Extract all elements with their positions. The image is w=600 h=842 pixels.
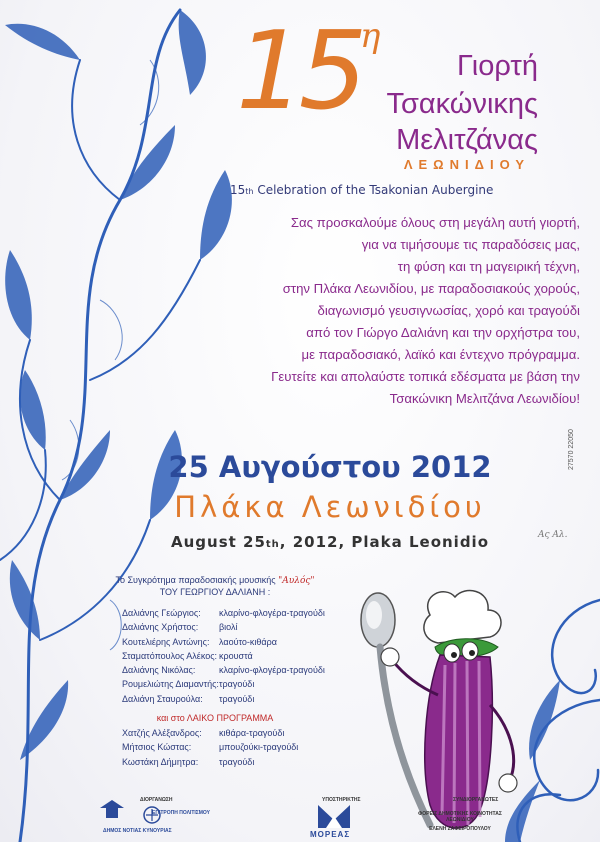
english-subtitle	[230, 183, 493, 197]
list-item	[122, 679, 362, 693]
co-organizer-2: ΕΛΕΝΗ ΖΑΦΕΙΡΟΠΟΥΛΟΥ	[429, 826, 491, 832]
intro-line: Σας προσκαλούμε όλους στη μεγάλη αυτή γιορτή,	[290, 215, 580, 230]
title-line-1: Γιορτή	[457, 50, 538, 82]
co-organizer-1: ΦΟΡΕΙΣ ΔΗΜΟΤΙΚΗΣ ΚΟΙΝΟΤΗΤΑΣ ΛΕΩΝΙΔΙΟΥ	[418, 811, 502, 823]
list-item	[122, 757, 362, 771]
english-subtitle-sup: th	[245, 187, 254, 196]
date-en-sup: th	[265, 539, 280, 550]
member-name: Κουτελιέρης Αντώνης:	[122, 636, 210, 647]
moreas-logo-icon	[318, 805, 350, 828]
event-place-greek: Πλάκα Λεωνιδίου	[174, 490, 486, 524]
member-role: βιολί	[219, 622, 238, 633]
list-item	[122, 637, 362, 651]
intro-paragraph	[200, 212, 580, 410]
list-item	[122, 665, 362, 679]
member-name: Μήτσιος Κώστας:	[122, 742, 192, 753]
date-en-pre: August 25	[170, 533, 266, 551]
co-organizers-label: ΣΥΝΔΙΟΡΓΑΝΩΤΕΣ	[453, 797, 499, 803]
member-role: κλαρίνο-φλογέρα-τραγούδι	[219, 665, 325, 676]
band-members	[122, 608, 362, 708]
dimos-logo-icon	[100, 800, 124, 818]
date-en-post: , 2012, Plaka Leonidio	[279, 533, 490, 551]
member-role: τραγούδι	[219, 693, 255, 704]
list-item	[122, 694, 362, 708]
title-location: ΛΕΩΝΙΔΙΟΥ	[403, 157, 530, 172]
laiko-heading: και στο ΛΑΙΚΟ ΠΡΟΓΡΑΜΜΑ	[156, 713, 274, 723]
member-role: κρουστά	[219, 650, 253, 661]
english-subtitle-num: 15	[230, 183, 246, 197]
intro-line: για να τιμήσουμε τις παραδόσεις μας,	[361, 237, 580, 252]
designer-signature: Ας Αλ.	[538, 530, 568, 540]
intro-line: διαγωνισμό γευσιγνωσίας, χορό και τραγούδι	[317, 303, 580, 318]
member-name: Δαλιάνης Χρήστος:	[122, 622, 199, 633]
event-date-english	[120, 533, 540, 551]
list-item	[122, 622, 362, 636]
band-heading-text: Το Συγκρότημα παραδοσιακής μουσικής	[115, 575, 276, 585]
intro-line: από τον Γιώργο Δαλιάνη και την ορχήστρα του,	[306, 325, 580, 340]
intro-line: τη φύση και τη μαγειρική τέχνη,	[397, 259, 580, 274]
organizers-label: ΔΙΟΡΓΑΝΩΣΗ	[140, 797, 173, 803]
intro-line: στην Πλάκα Λεωνιδίου, με παραδοσιακούς χορούς,	[282, 281, 580, 296]
mascot	[361, 591, 517, 829]
event-number: 15	[236, 9, 362, 134]
member-role: κιθάρα-τραγούδι	[219, 728, 285, 738]
member-name: Δαλιάνης Νικόλας:	[122, 665, 196, 676]
sponsor-label: ΥΠΟΣΤΗΡΙΚΤΗΣ	[322, 797, 361, 803]
phone-number: 27570 22050	[568, 429, 575, 470]
member-role: λαούτο-κιθάρα	[219, 636, 277, 647]
list-item	[122, 742, 362, 756]
member-name: Δαλιάνη Σταυρούλα:	[122, 693, 203, 704]
member-role: τραγούδι	[219, 679, 255, 690]
title-line-3: Μελιτζάνας	[396, 124, 538, 156]
english-subtitle-text: Celebration of the Tsakonian Aubergine	[253, 183, 494, 197]
member-name: Κωστάκη Δήμητρα:	[122, 756, 199, 767]
intro-line: με παραδοσιακό, λαϊκό και έντεχνο πρόγραμμα.	[301, 347, 580, 362]
list-item	[122, 608, 362, 622]
member-name: Χατζής Αλέξανδρος:	[122, 728, 202, 738]
member-name: Ρουμελιώτης Διαμαντής:	[122, 679, 219, 690]
gt-logo-text: ΕΠΙΤΡΟΠΗ ΠΟΛΙΤΙΣΜΟΥ	[152, 810, 211, 816]
member-name: Σταματόπουλος Αλέκος:	[122, 650, 218, 661]
moreas-logo-text: ΜΟΡΕΑΣ	[310, 830, 351, 839]
band-name: "Αυλός"	[278, 576, 315, 586]
dimos-logo-text: ΔΗΜΟΣ ΝΟΤΙΑΣ ΚΥΝΟΥΡΙΑΣ	[103, 828, 172, 834]
intro-line: Τσακώνικη Μελιτζάνα Λεωνιδίου!	[389, 391, 580, 406]
list-item	[122, 728, 362, 742]
band-heading	[110, 575, 320, 586]
event-date-greek: 25 Αυγούστου 2012	[168, 450, 492, 484]
member-role: τραγούδι	[219, 756, 255, 767]
member-role: κλαρίνο-φλογέρα-τραγούδι	[219, 608, 325, 618]
laiko-members	[122, 728, 362, 771]
event-number-suffix: η	[360, 16, 381, 56]
member-role: μπουζούκι-τραγούδι	[219, 742, 299, 753]
intro-line: Γευτείτε και απολαύστε τοπικά εδέσματα με βάση την	[271, 369, 580, 384]
title-line-2: Τσακώνικης	[386, 88, 538, 120]
member-name: Δαλιάνης Γεώργιος:	[122, 608, 201, 618]
band-heading-2: ΤΟΥ ΓΕΩΡΓΙΟΥ ΔΑΛΙΑΝΗ :	[159, 587, 271, 597]
list-item	[122, 651, 362, 665]
